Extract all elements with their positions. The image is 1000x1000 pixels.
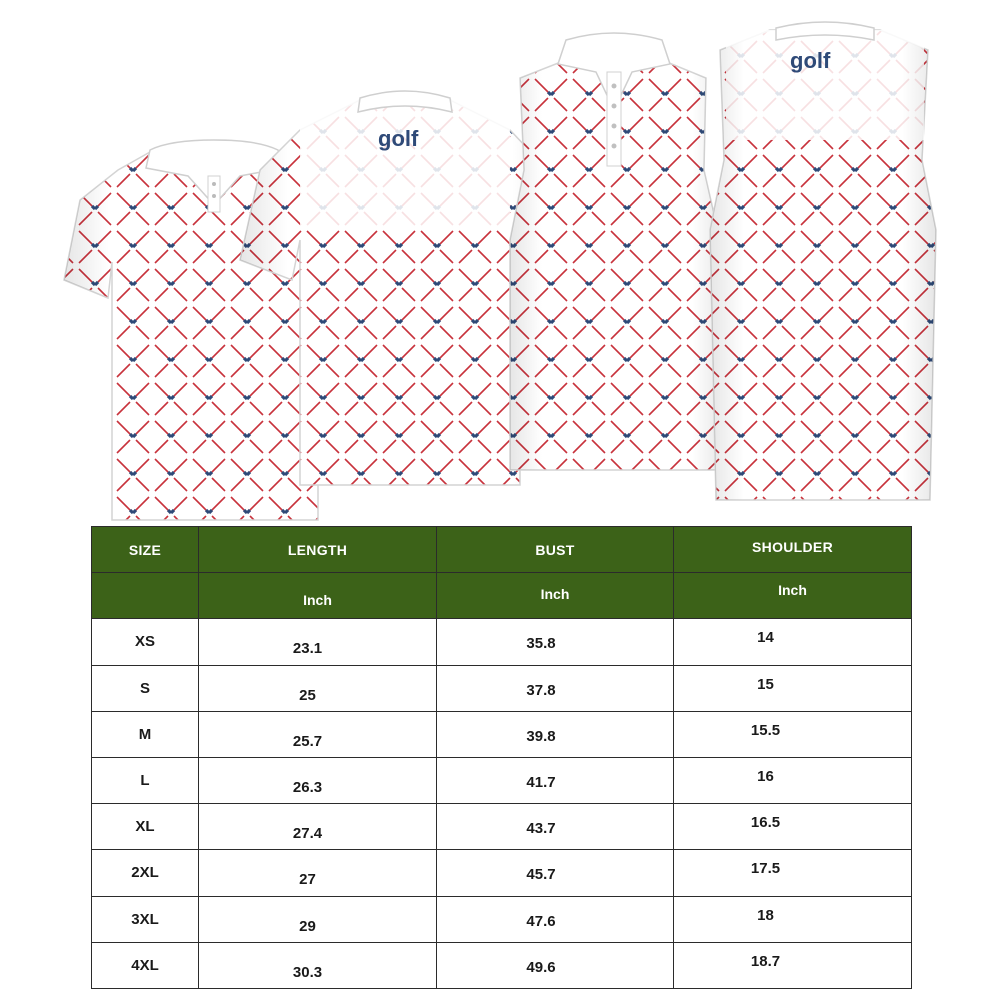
- cell-shoulder-value: 16: [757, 768, 774, 786]
- cell-bust-value: 47.6: [526, 912, 556, 930]
- cell-shoulder: [674, 942, 912, 988]
- cell-bust: [437, 757, 674, 803]
- cell-bust-value: 45.7: [526, 866, 556, 884]
- cell-bust-value: 49.6: [526, 958, 556, 976]
- cell-length-value: 26.3: [292, 779, 323, 797]
- cell-length-value: 29: [299, 917, 316, 935]
- cell-bust-value: 39.8: [526, 727, 556, 745]
- cell-length: [199, 619, 437, 665]
- header-bust: BUST: [437, 527, 674, 573]
- cell-size: XL: [92, 804, 199, 850]
- cell-bust-value: 41.7: [526, 774, 556, 792]
- cell-shoulder-value: 18.7: [750, 952, 781, 970]
- table-row: [92, 665, 912, 711]
- cell-length: [199, 804, 437, 850]
- table-row: [92, 896, 912, 942]
- table-row: [92, 711, 912, 757]
- cell-size: XS: [92, 619, 199, 665]
- table-row: [92, 850, 912, 896]
- cell-bust: [437, 850, 674, 896]
- cell-shoulder-value: 15.5: [750, 721, 781, 739]
- cell-shoulder-value: 14: [757, 629, 774, 647]
- cell-bust: [437, 711, 674, 757]
- cell-length: [199, 757, 437, 803]
- cell-bust: [437, 896, 674, 942]
- header-shoulder: [674, 527, 912, 573]
- cell-shoulder: [674, 850, 912, 896]
- cell-length: [199, 896, 437, 942]
- cell-size: 4XL: [92, 942, 199, 988]
- table-row: [92, 757, 912, 803]
- unit-size: [92, 573, 199, 619]
- cell-size: 2XL: [92, 850, 199, 896]
- table-row: [92, 942, 912, 988]
- cell-length: [199, 942, 437, 988]
- unit-row: [92, 573, 912, 619]
- cell-bust: [437, 804, 674, 850]
- cell-length: [199, 665, 437, 711]
- cell-shoulder: [674, 757, 912, 803]
- cell-shoulder-value: 18: [757, 906, 774, 924]
- cell-shoulder-value: 16.5: [750, 814, 781, 832]
- cell-length: [199, 711, 437, 757]
- cell-bust-value: 37.8: [526, 681, 556, 699]
- cell-bust: [437, 665, 674, 711]
- cell-shoulder: [674, 665, 912, 711]
- cell-length: [199, 850, 437, 896]
- header-size: SIZE: [92, 527, 199, 573]
- cell-shoulder: [674, 711, 912, 757]
- cell-bust: [437, 942, 674, 988]
- table-row: [92, 619, 912, 665]
- unit-shoulder: [674, 573, 912, 619]
- size-chart-table: [91, 526, 912, 989]
- cell-shoulder-value: 17.5: [750, 860, 781, 878]
- cell-shoulder-value: 15: [757, 675, 774, 693]
- cell-size: S: [92, 665, 199, 711]
- cell-size: M: [92, 711, 199, 757]
- unit-bust: [437, 573, 674, 619]
- sleeveless-polo-front: [510, 33, 724, 470]
- cell-bust-value: 35.8: [526, 635, 556, 653]
- unit-length: [199, 573, 437, 619]
- header-length: LENGTH: [199, 527, 437, 573]
- sleeveless-polo-back: [710, 22, 936, 500]
- golf-logo: golf: [790, 48, 831, 73]
- cell-length-value: 27: [299, 871, 316, 889]
- cell-bust-value: 43.7: [526, 820, 556, 838]
- cell-size: 3XL: [92, 896, 199, 942]
- cell-size: L: [92, 757, 199, 803]
- cell-shoulder: [674, 619, 912, 665]
- header-shoulder-label: SHOULDER: [752, 538, 833, 555]
- cell-shoulder: [674, 804, 912, 850]
- cell-length-value: 25.7: [292, 732, 323, 750]
- unit-length-label: Inch: [303, 591, 332, 608]
- header-row: [92, 527, 912, 573]
- cell-bust: [437, 619, 674, 665]
- unit-bust-label: Inch: [540, 585, 570, 602]
- cell-length-value: 23.1: [292, 640, 323, 658]
- cell-shoulder: [674, 896, 912, 942]
- golf-logo: golf: [378, 126, 419, 151]
- cell-length-value: 25: [299, 686, 316, 704]
- cell-length-value: 27.4: [292, 825, 323, 843]
- unit-shoulder-label: Inch: [778, 581, 807, 598]
- cell-length-value: 30.3: [292, 963, 323, 981]
- table-row: [92, 804, 912, 850]
